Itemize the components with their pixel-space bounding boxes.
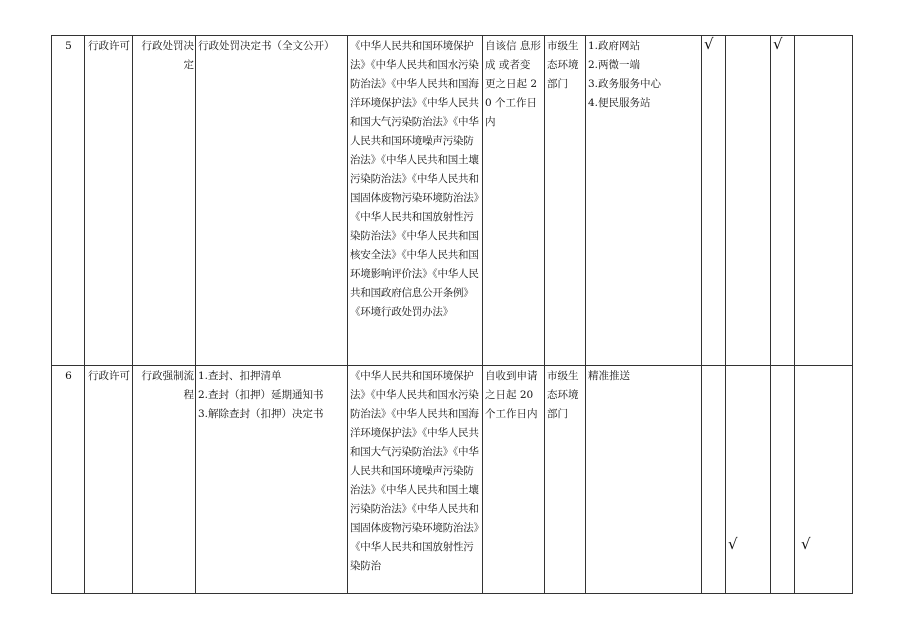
mark-cell <box>702 36 726 366</box>
mark-cell <box>771 366 795 594</box>
channels-cell <box>586 366 702 594</box>
channel-item: 1.政府网站 <box>588 40 641 52</box>
row-number: 5 <box>52 36 85 366</box>
time-limit-cell: 自收到申请之日起 20 个工作日内 <box>483 366 545 594</box>
content-line: 行政处罚决定书（全文公开） <box>198 40 335 52</box>
channel-item: 2.两微一端 <box>588 59 641 71</box>
mark-cell <box>795 36 853 366</box>
mark-cell <box>771 36 795 366</box>
mark-cell <box>702 366 726 594</box>
content-line: 3.解除查封（扣押）决定书 <box>198 408 324 420</box>
checkmark-icon: √ <box>801 535 811 553</box>
mark-cell <box>726 36 771 366</box>
content-cell <box>196 366 348 594</box>
checkmark-icon: √ <box>728 535 738 553</box>
mark-cell <box>726 366 771 594</box>
content-line: 1.查封、扣押清单 <box>198 370 282 382</box>
time-limit-cell: 自该信 息形成 或者变 更之日起 20 个工作日内 <box>483 36 545 366</box>
checkmark-icon: √ <box>773 35 783 53</box>
content-cell <box>196 36 348 366</box>
category-cell: 行政许可 <box>85 366 133 594</box>
mark-cell <box>795 366 853 594</box>
department-cell: 市级生态环境部门 <box>545 36 586 366</box>
legal-basis-cell: 《中华人民共和国环境保护法》《中华人民共和国水污染防治法》《中华人民共和国海洋环境保护法》《中华人民共和国大气污染防治法》《中华人民共和国环境噪声污染防治法》《中华人民共和国土壤污染防治法》《中华人民共和国固体废物污染环境防治法》《中华人民共和国放射性污染防治 <box>348 366 483 594</box>
content-line: 2.查封（扣押）延期通知书 <box>198 389 324 401</box>
disclosure-table <box>51 35 853 594</box>
channel-item: 4.便民服务站 <box>588 97 651 109</box>
table-row <box>52 36 853 366</box>
channel-item: 3.政务服务中心 <box>588 78 662 90</box>
table-row <box>52 366 853 594</box>
subcategory-cell: 行政强制流程 <box>133 366 196 594</box>
subcategory-cell: 行政处罚决定 <box>133 36 196 366</box>
channel-item: 精准推送 <box>588 370 630 382</box>
department-cell: 市级生态环境部门 <box>545 366 586 594</box>
checkmark-icon: √ <box>704 35 714 53</box>
row-number: 6 <box>52 366 85 594</box>
category-cell: 行政许可 <box>85 36 133 366</box>
channels-cell <box>586 36 702 366</box>
legal-basis-cell: 《中华人民共和国环境保护法》《中华人民共和国水污染防治法》《中华人民共和国海洋环境保护法》《中华人民共和国大气污染防治法》《中华人民共和国环境噪声污染防治法》《中华人民共和国土壤污染防治法》《中华人民共和国固体废物污染环境防治法》《中华人民共和国放射性污染防治法》《中华人民共和国核安全法》《中华人民共和国环境影响评价法》《中华人民共和国政府信息公开条例》《环境行政处罚办法》 <box>348 36 483 366</box>
